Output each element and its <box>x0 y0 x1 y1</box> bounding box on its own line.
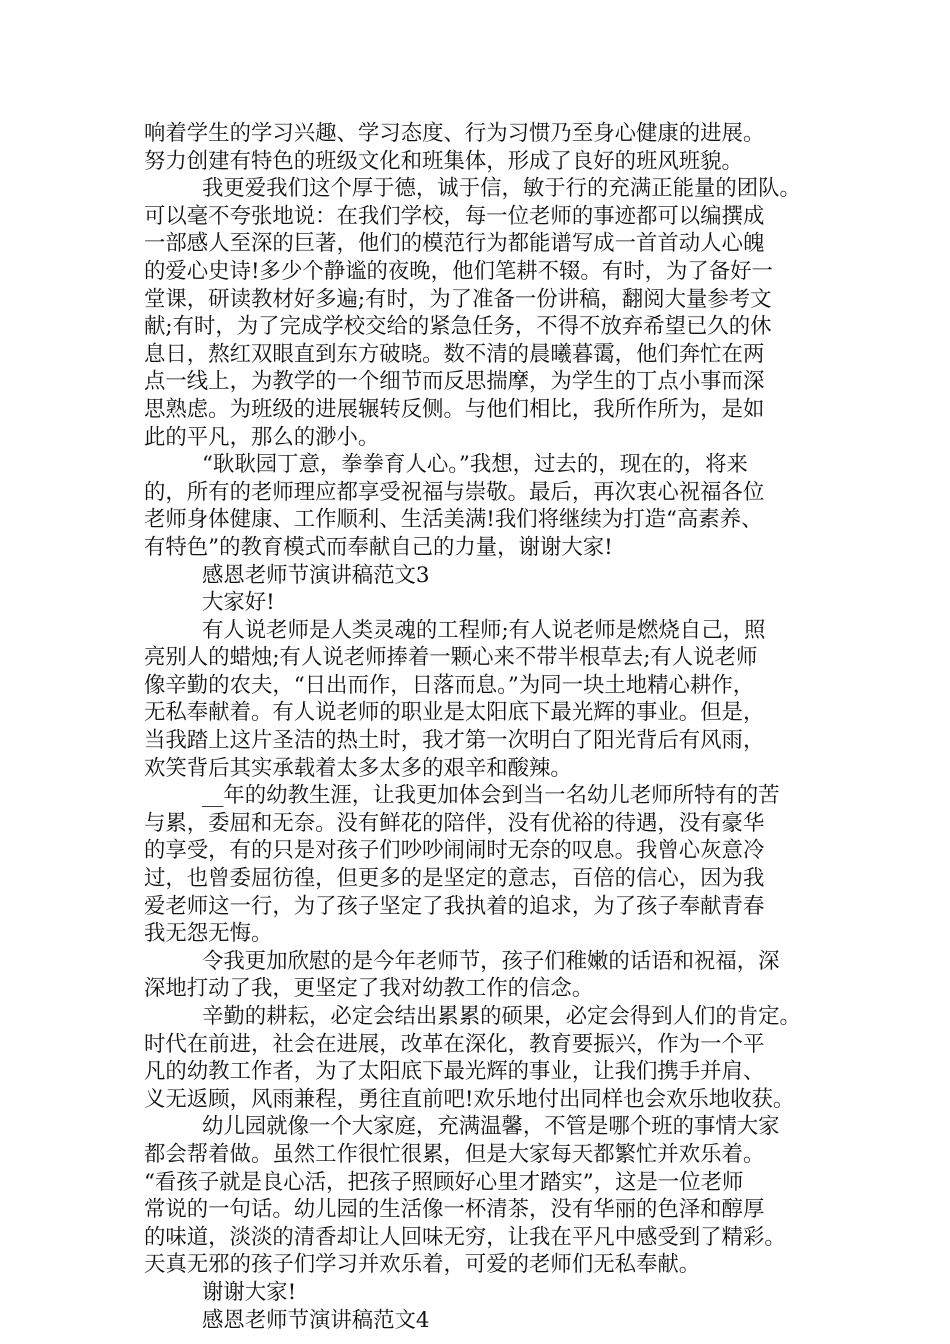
text-line: 献;有时，为了完成学校交给的紧急任务，不得不放弃希望已久的休 <box>144 314 772 340</box>
text-line: 像辛勤的农夫，“日出而作，日落而息。”为同一块土地精心耕作， <box>144 672 755 698</box>
text-line: 深地打动了我，更坚定了我对幼教工作的信念。 <box>144 976 594 1002</box>
text-line: 我无怨无悔。 <box>144 921 273 947</box>
text-line: 的爱心史诗!多少个静谧的夜晚，他们笔耕不辍。有时，为了备好一 <box>144 258 773 284</box>
text-line: 的，所有的老师理应都享受祝福与崇敬。最后，再次衷心祝福各位 <box>144 479 765 505</box>
text-line: 感恩老师节演讲稿范文4 <box>202 1307 430 1333</box>
text-line: 可以毫不夸张地说：在我们学校，每一位老师的事迹都可以编撰成 <box>144 203 765 229</box>
text-line: 有人说老师是人类灵魂的工程师;有人说老师是燃烧自己，照 <box>202 617 766 643</box>
text-line: 过，也曾委屈彷徨，但更多的是坚定的意志，百倍的信心，因为我 <box>144 866 765 892</box>
document-page <box>144 120 824 1334</box>
text-line: 响着学生的学习兴趣、学习态度、行为习惯乃至身心健康的进展。 <box>144 121 765 146</box>
text-line: 欢笑背后其实承载着太多太多的艰辛和酸辣。 <box>144 755 572 781</box>
text-line: “耿耿园丁意，拳拳育人心。”我想，过去的，现在的，将来 <box>202 452 748 478</box>
text-line: 堂课，研读教材好多遍;有时，为了准备一份讲稿，翻阅大量参考文 <box>144 286 772 312</box>
text-line: 凡的幼教工作者，为了太阳底下最光辉的事业，让我们携手并肩、 <box>144 1059 765 1085</box>
text-line: 老师身体健康、工作顺利、生活美满!我们将继续为打造“高素养、 <box>144 507 763 533</box>
text-line: 努力创建有特色的班级文化和班集体，形成了良好的班风班貌。 <box>144 148 743 174</box>
text-line: 的享受，有的只是对孩子们吵吵闹闹时无奈的叹息。我曾心灰意冷 <box>144 838 765 864</box>
text-line: 辛勤的耕耘，必定会结出累累的硕果，必定会得到人们的肯定。 <box>202 1004 801 1029</box>
text-line: 亮别人的蜡烛;有人说老师捧着一颗心来不带半根草去;有人说老师 <box>144 645 758 671</box>
text-line: 思熟虑。为班级的进展辗转反侧。与他们相比，我所作所为，是如 <box>144 396 765 422</box>
text-line: 有特色”的教育模式而奉献自己的力量，谢谢大家! <box>144 534 613 560</box>
text-line: 无私奉献着。有人说老师的职业是太阳底下最光辉的事业。但是， <box>144 700 765 726</box>
text-line: 令我更加欣慰的是今年老师节，孩子们稚嫩的话语和祝福，深 <box>202 948 780 974</box>
text-line: 幼儿园就像一个大家庭，充满温馨，不管是哪个班的事情大家 <box>202 1114 780 1140</box>
text-line: 与累，委屈和无奈。没有鲜花的陪伴，没有优裕的待遇，没有豪华 <box>144 810 765 836</box>
text-line: 当我踏上这片圣洁的热土时，我才第一次明白了阳光背后有风雨， <box>144 728 765 754</box>
text-line: 都会帮着做。虽然工作很忙很累，但是大家每天都繁忙并欢乐着。 <box>144 1141 765 1167</box>
text-line: 爱老师这一行，为了孩子坚定了我执着的追求，为了孩子奉献青春 <box>144 893 765 919</box>
text-line: 息日，熬红双眼直到东方破晓。数不清的晨曦暮霭，他们奔忙在两 <box>144 341 765 367</box>
text-line: 天真无邪的孩子们学习并欢乐着，可爱的老师们无私奉献。 <box>144 1252 701 1278</box>
text-line: 一部感人至深的巨著，他们的模范行为都能谱写成一首首动人心魄 <box>144 231 765 257</box>
text-line: “看孩子就是良心活，把孩子照顾好心里才踏实”，这是一位老师 <box>144 1169 744 1195</box>
text-line: 常说的一句话。幼儿园的生活像一杯清茶，没有华丽的色泽和醇厚 <box>144 1197 765 1223</box>
text-line: 点一线上，为教学的一个细节而反思揣摩，为学生的丁点小事而深 <box>144 369 765 395</box>
text-line: 大家好! <box>202 590 275 616</box>
text-line: 此的平凡，那么的渺小。 <box>144 424 380 450</box>
text-line: 的味道，淡淡的清香却让人回味无穷，让我在平凡中感受到了精彩。 <box>144 1224 786 1250</box>
text-line: 义无返顾，风雨兼程，勇往直前吧!欢乐地付出同样也会欢乐地收获。 <box>144 1086 795 1112</box>
text-line: 感恩老师节演讲稿范文3 <box>202 562 430 588</box>
text-line: __年的幼教生涯，让我更加体会到当一名幼儿老师所特有的苦 <box>202 783 780 809</box>
text-line: 谢谢大家! <box>202 1279 297 1305</box>
text-line: 时代在前进，社会在进展，改革在深化，教育要振兴，作为一个平 <box>144 1031 765 1057</box>
text-line: 我更爱我们这个厚于德，诚于信，敏于行的充满正能量的团队。 <box>202 176 801 202</box>
